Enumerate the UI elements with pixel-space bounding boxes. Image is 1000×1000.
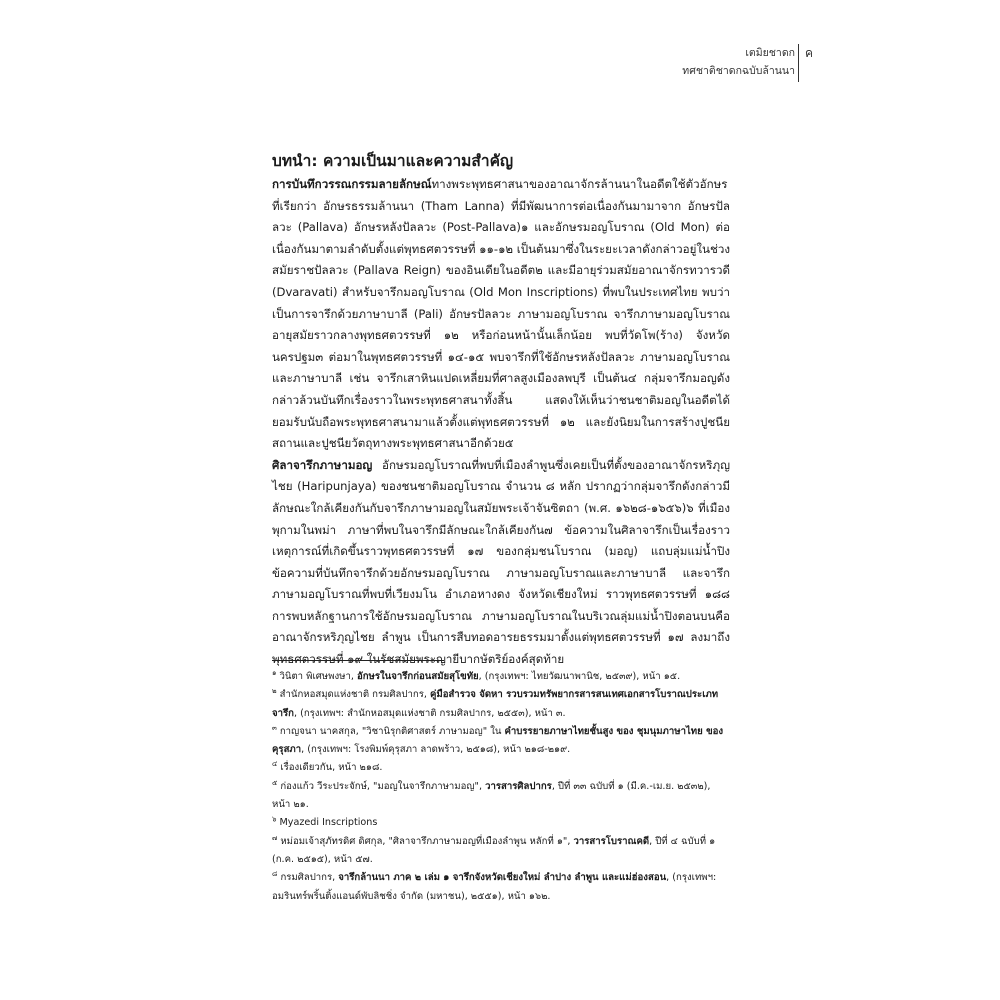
- header-book: ทศชาติชาดกฉบับล้านนา: [682, 65, 795, 77]
- footnote-text: , ปีที่ ๔ ฉบับที่ ๑ (ก.ค. ๒๕๑๕), หน้า ๕๗.: [272, 835, 716, 865]
- paragraph-2-lead: ศิลาจารึกภาษามอญ: [272, 457, 373, 472]
- footnote: [272, 668, 730, 686]
- footnote: [272, 778, 730, 815]
- footnote-mark: ๒: [272, 687, 277, 696]
- header-chapter: เตมิยชาดก: [745, 47, 795, 59]
- footnote-text: สำนักหอสมุดแห่งชาติ กรมศิลปากร,: [276, 689, 430, 701]
- footnote-text: , (กรุงเทพฯ: สำนักหอสมุดแห่งชาติ กรมศิลปากร, ๒๕๕๓), หน้า ๓.: [293, 707, 566, 719]
- footnote-text: , (กรุงเทพฯ: อมรินทร์พริ้นติ้งแอนด์พับลิชชิ่ง จำกัด (มหาชน), ๒๕๕๑), หน้า ๑๖๒.: [272, 872, 717, 902]
- footnotes: [272, 668, 730, 906]
- main-content: [272, 150, 730, 671]
- footnote: [272, 833, 730, 870]
- footnote-title: คู่มือสำรวจ จัดหา รวบรวมทรัพยากรสารสนเทศเอกสารโบราณประเภทจารึก: [272, 689, 719, 719]
- footnote-text: กรมศิลปากร,: [277, 872, 339, 884]
- footnote-text: เรื่องเดียวกัน, หน้า ๒๑๘.: [277, 762, 383, 774]
- footnote-divider: [272, 660, 444, 661]
- footnote-title: คำบรรยายภาษาไทยชั้นสูง ของ ชุมนุมภาษาไทย ของคุรุสภา: [272, 725, 724, 756]
- footnote-text: กาญจนา นาคสกุล, "วิชานิรุกติศาสตร์ ภาษามอญ" ใน: [276, 725, 505, 737]
- paragraph-1: [272, 174, 730, 455]
- footnote-text: , (กรุงเทพฯ: โรงพิมพ์คุรุสภา ลาดพร้าว, ๒๕๑๘), หน้า ๒๑๘-๒๑๙.: [301, 744, 571, 756]
- paragraph-2-text: อักษรมอญโบราณที่พบที่เมืองลำพูนซึ่งเคยเป็นที่ตั้งของอาณาจักรหริภุญไชย (Haripunjaya) ของชนชาติมอญโบราณ จำนวน ๘ หลัก ปรากฏว่ากลุ่มจารึกดังกล่าวมีลักษณะใกล้เคียงกันกับจารึกภาษามอญในสมัยพระเจ้าจันซิตถา (พ.ศ. ๑๖๒๘-๑๖๕๖)๖ ที่เมืองพุกามในพม่า ภาษาที่พบในจารึกมีลักษณะใกล้เคียงกัน๗ ข้อความในศิลาจารึกเป็นเรื่องราวเหตุการณ์ที่เกิดขึ้นราวพุทธศตวรรษที่ ๑๗ ของกลุ่มชนโบราณ (มอญ) แถบลุ่มแม่น้ำปิง ข้อความที่บันทึกจารึกด้วยอักษรมอญโบราณ ภาษามอญโบราณและภาษาบาลี และจารึกภาษามอญโบราณที่พบที่เวียงมโน อำเภอหางดง จังหวัดเชียงใหม่ ราวพุทธศตวรรษที่ ๑๘๘ การพบหลักฐานการใช้อักษรมอญโบราณ ภาษามอญโบราณในบริเวณลุ่มแม่น้ำปิงตอนบนคืออาณาจักรหริภุญไชย ลำพูน เป็นการสืบทอดอารยธรรมมาตั้งแต่พุทธศตวรรษที่ ๑๗ ลงมาถึงพุทธศตวรรษที่ ๑๙ ในรัชสมัยพระญายีบากษัตริย์องค์สุดท้าย: [272, 457, 730, 667]
- footnote-mark: ๗: [272, 833, 278, 842]
- footnote-text: วินิตา พิเศษพงษา,: [276, 671, 357, 682]
- footnote-mark: ๑: [272, 668, 277, 677]
- footnote-title: อักษรในจารึกก่อนสมัยสุโขทัย: [356, 671, 479, 682]
- footnote-mark: ๓: [272, 723, 277, 732]
- footnote-title: วารสารศิลปากร: [485, 780, 552, 792]
- footnote-text: Myazedi Inscriptions: [276, 817, 378, 829]
- footnote: [272, 723, 730, 760]
- footnote-text: ก่องแก้ว วีระประจักษ์, "มอญในจารึกภาษามอญ",: [277, 780, 486, 792]
- footnote-mark: ๔: [272, 760, 278, 769]
- page-number: ค: [798, 44, 813, 82]
- footnote-title: วารสารโบราณคดี: [573, 835, 650, 847]
- footnote: [272, 814, 730, 832]
- footnote: [272, 686, 730, 723]
- footnote-text: หม่อมเจ้าสุภัทรดิศ ดิศกุล, "ศิลาจารึกภาษามอญที่เมืองลำพูน หลักที่ ๑",: [277, 835, 574, 847]
- footnote-title: จารึกล้านนา ภาค ๒ เล่ม ๑ จารึกจังหวัดเชียงใหม่ ลำปาง ลำพูน และแม่ฮ่องสอน: [338, 872, 667, 884]
- footnote: [272, 869, 730, 906]
- section-title: บทนำ: ความเป็นมาและความสำคัญ: [272, 152, 514, 170]
- footnote: [272, 759, 730, 777]
- footnote-text: , (กรุงเทพฯ: ไทยวัฒนาพานิช, ๒๕๓๙), หน้า ๑๕.: [478, 671, 681, 682]
- footnote-mark: ๕: [272, 778, 278, 787]
- paragraph-2: [272, 455, 730, 671]
- footnote-text: , ปีที่ ๓๓ ฉบับที่ ๑ (มี.ค.-เม.ย. ๒๕๓๒), หน้า ๒๑.: [272, 780, 711, 811]
- paragraph-1-lead: การบันทึกวรรณกรรมลายลักษณ์: [272, 177, 432, 191]
- paragraph-1-text: ทางพระพุทธศาสนาของอาณาจักรล้านนาในอดีตใช้ตัวอักษรที่เรียกว่า อักษรธรรมล้านนา (Tham Lanna) ที่มีพัฒนาการต่อเนื่องกันมามาจาก อักษรปัลลวะ (Pallava) อักษรหลังปัลลวะ (Post-Pallava)๑ และอักษรมอญโบราณ (Old Mon) ต่อเนื่องกันมาตามลำดับตั้งแต่พุทธศตวรรษที่ ๑๑-๑๒ เป็นต้นมาซึ่งในระยะเวลาดังกล่าวอยู่ในช่วงสมัยราชปัลลวะ (Pallava Reign) ของอินเดียในอดีต๒ และมีอายุร่วมสมัยอาณาจักรทวารวดี (Dvaravati) สำหรับจารึกมอญโบราณ (Old Mon Inscriptions) ที่พบในประเทศไทย พบว่าเป็นการจารึกด้วยภาษาบาลี (Pali) อักษรปัลลวะ ภาษามอญโบราณ จารึกภาษามอญโบราณอายุสมัยราวกลางพุทธศตวรรษที่ ๑๒ หรือก่อนหน้านั้นเล็กน้อย พบที่วัดโพ(ร้าง) จังหวัดนครปฐม๓ ต่อมาในพุทธศตวรรษที่ ๑๔-๑๕ พบจารึกที่ใช้อักษรหลังปัลลวะ ภาษามอญโบราณและภาษาบาลี เช่น จารึกเสาหินแปดเหลี่ยมที่ศาลสูงเมืองลพบุรี เป็นต้น๔ กลุ่มจารึกมอญดังกล่าวล้วนบันทึกเรื่องราวในพระพุทธศาสนาทั้งสิ้น แสดงให้เห็นว่าชนชาติมอญในอดีตได้ยอมรับนับถือพระพุทธศาสนามาแล้วตั้งแต่พุทธศตวรรษที่ ๑๒ และยังนิยมในการสร้างปูชนียสถานและปูชนียวัตถุทางพระพุทธศาสนาอีกด้วย๕: [272, 177, 731, 451]
- running-header: [682, 44, 795, 80]
- footnote-mark: ๖: [272, 815, 277, 824]
- footnote-mark: ๘: [272, 870, 278, 879]
